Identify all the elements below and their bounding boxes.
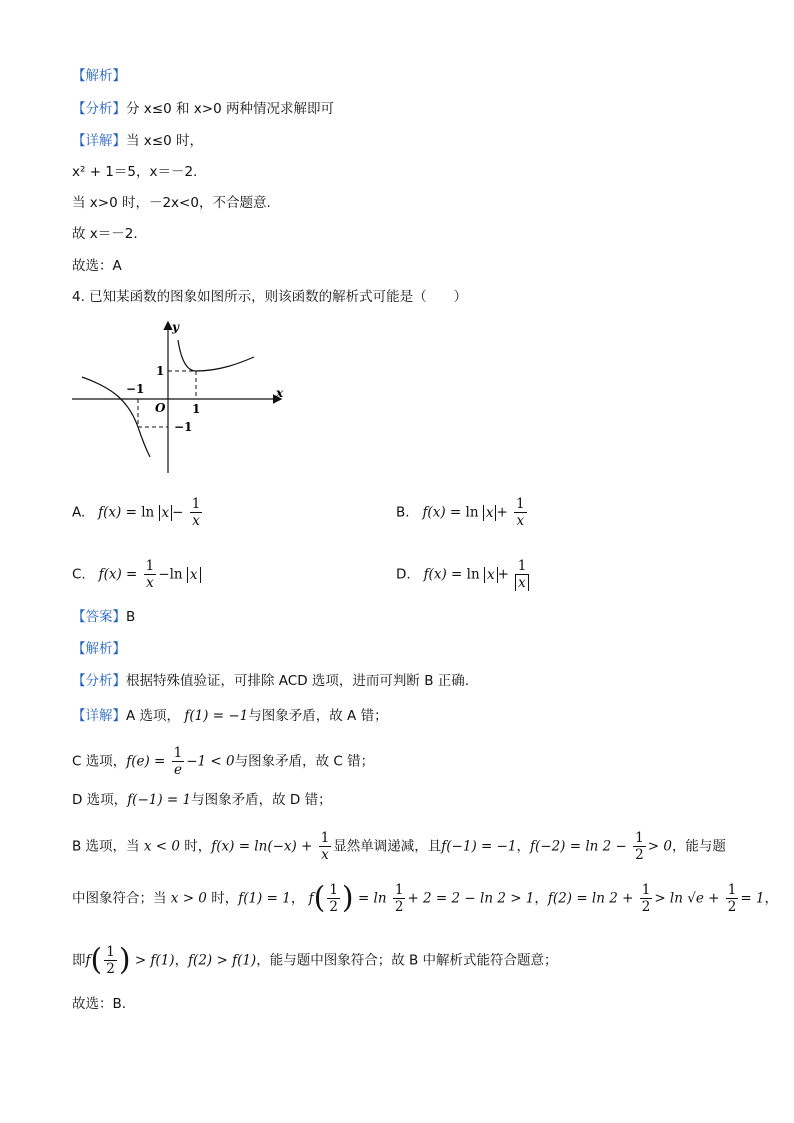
option-b-letter: B. <box>396 504 410 521</box>
function-graph <box>70 315 290 480</box>
fraction: $\frac{1}{e}$ <box>173 745 183 778</box>
analysis-line <box>72 99 334 119</box>
case-line: 当 x>0 时，－2x<0，不合题意. <box>72 195 271 211</box>
choice-line: 故选：A <box>72 258 122 274</box>
detail-a-line: 【详解】A 选项， f(1) = −1与图象矛盾，故 A 错； <box>72 708 388 724</box>
fraction: $\frac{1}{2}$ <box>394 882 404 915</box>
analysis-line <box>72 671 469 691</box>
fraction: $\frac{1}{x}$ <box>515 558 529 591</box>
option-d[interactable]: D. f(x) = ln x + $\frac{1}{x}$ <box>396 558 531 591</box>
option-d-letter: D. <box>396 566 411 583</box>
detail-b-line-1: B 选项，当 x < 0 时，f(x) = ln(−x) + $\frac{1}{x}$ 显然单调递减，且f(−1) = −1，f(−2) = ln 2 − $\frac{1}{2}$ > 0，能与题 <box>72 830 726 863</box>
section-header-jiexi: 【解析】 <box>72 68 126 84</box>
tick-1-x: 1 <box>192 402 201 416</box>
section-header-jiexi: 【解析】 <box>72 641 126 657</box>
analysis-label: 【分析】 <box>72 101 126 117</box>
detail-line <box>72 131 203 151</box>
fraction: $\frac{1}{2}$ <box>635 830 644 863</box>
fraction: $\frac{1}{x}$ <box>191 496 201 529</box>
detail-label: 【详解】 <box>72 133 126 149</box>
analysis-label: 【分析】 <box>72 673 126 689</box>
origin-label: O <box>155 401 166 415</box>
equation-line: x² + 1＝5，x＝－2. <box>72 164 198 180</box>
detail-d-line: D 选项，f(−1) = 1与图象矛盾，故 D 错； <box>72 792 332 808</box>
detail-label: 【详解】 <box>72 708 126 724</box>
option-c-letter: C. <box>72 566 86 583</box>
detail-b-line-3: 即f( $\frac{1}{2}$ ) > f(1)，f(2) > f(1)，能与题中图象符合；故 B 中解析式能符合题意； <box>72 942 558 978</box>
y-axis-label: y <box>172 320 179 334</box>
x-axis-label: x <box>276 386 284 400</box>
tick-neg1-x: −1 <box>126 382 145 396</box>
fraction: $\frac{1}{2}$ <box>641 882 651 915</box>
question-text: 4. 已知某函数的图象如图所示，则该函数的解析式可能是（ ） <box>72 289 468 305</box>
fraction: $\frac{1}{2}$ <box>727 882 737 915</box>
final-choice-line: 故选：B. <box>72 996 127 1012</box>
answer-line <box>72 607 135 627</box>
answer-label: 【答案】 <box>72 609 126 625</box>
fraction: $\frac{1}{x}$ <box>145 558 155 591</box>
analysis-text: 根据特殊值验证，可排除 ACD 选项，进而可判断 B 正确. <box>126 673 470 689</box>
option-c[interactable]: C. f(x) = $\frac{1}{x}$ −ln x <box>72 558 201 591</box>
tick-neg1-y: −1 <box>174 420 193 434</box>
fraction: $\frac{1}{2}$ <box>106 944 115 977</box>
fraction: $\frac{1}{2}$ <box>329 882 338 915</box>
option-a[interactable]: A. f(x) = ln x − $\frac{1}{x}$ <box>72 496 201 529</box>
option-b[interactable]: B. f(x) = ln x + $\frac{1}{x}$ <box>396 496 525 529</box>
detail-b-line-2: 中图象符合；当 x > 0 时，f(1) = 1， f( $\frac{1}{2}$ ) = ln $\frac{1}{2}$ + 2 = 2 − ln 2 > 1，f(2) = ln 2 + $\frac{1}{2}$ > ln √e + $\frac{1}{2}$ = 1， <box>72 880 779 916</box>
curve-right-branch <box>178 340 254 371</box>
tick-1-y: 1 <box>156 364 165 378</box>
analysis-text: 分 x≤0 和 x>0 两种情况求解即可 <box>126 101 334 117</box>
option-a-letter: A. <box>72 504 86 521</box>
fraction: $\frac{1}{x}$ <box>516 496 525 529</box>
fraction: $\frac{1}{x}$ <box>320 830 330 863</box>
detail-c-line: C 选项，f(e) = $\frac{1}{e}$ −1 < 0与图象矛盾，故 C 错； <box>72 745 375 778</box>
detail-text: 当 x≤0 时， <box>126 133 203 149</box>
conclusion-line: 故 x＝－2. <box>72 226 138 242</box>
answer-value: B <box>126 609 136 625</box>
